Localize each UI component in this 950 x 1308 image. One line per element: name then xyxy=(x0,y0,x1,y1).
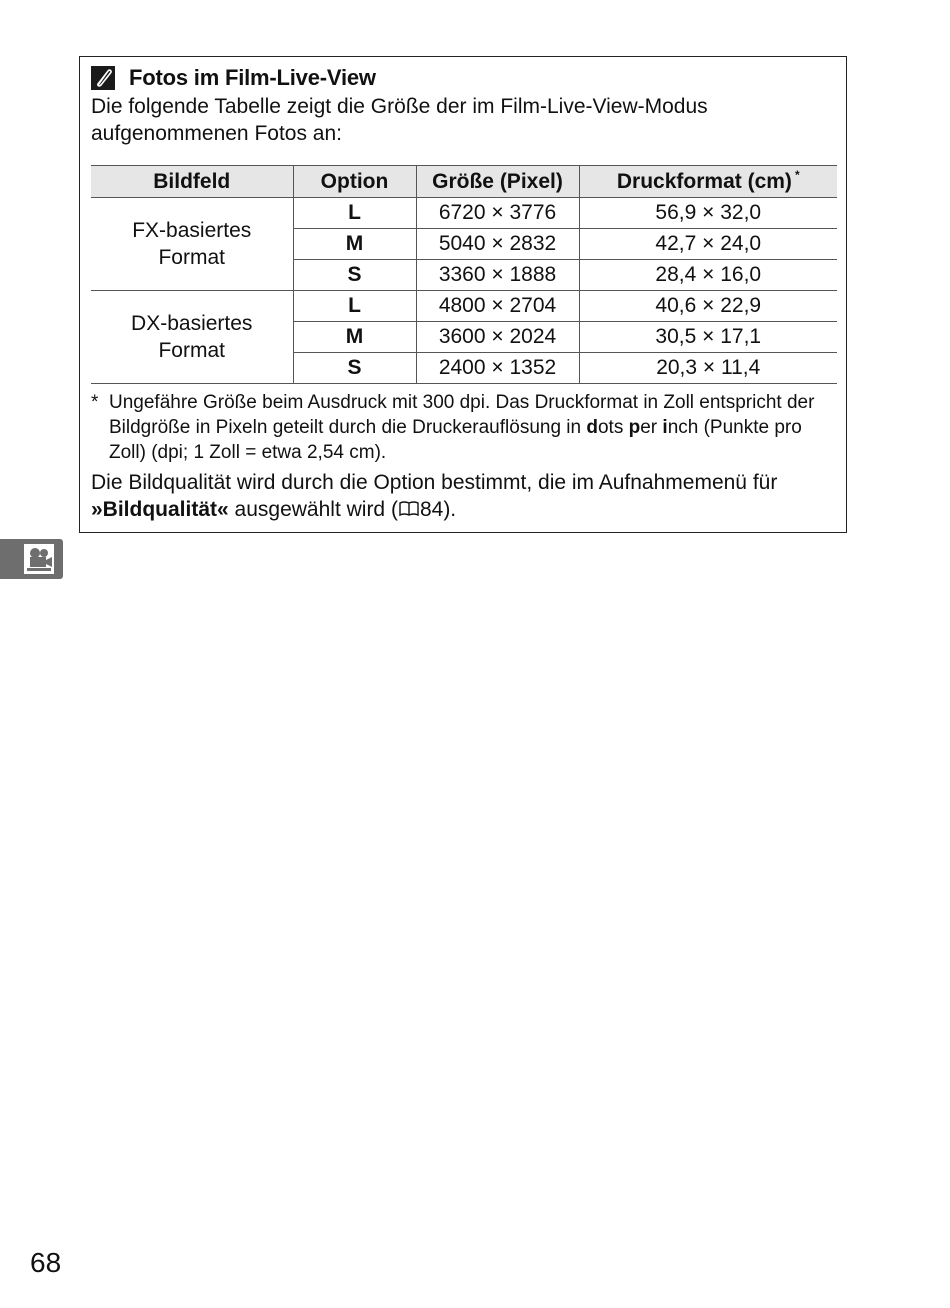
footnote-bold-letter: d xyxy=(586,417,598,438)
header-option: Option xyxy=(293,166,416,198)
option-cell: M xyxy=(293,322,416,353)
pencil-note-icon xyxy=(91,66,115,90)
footnote-star: * xyxy=(91,392,99,413)
size-cell: 3360 × 1888 xyxy=(416,260,579,291)
closing-text-part: ausgewählt wird ( xyxy=(228,498,398,521)
page-number: 68 xyxy=(30,1247,62,1278)
field-label: FX-basiertes Format xyxy=(132,219,252,269)
print-cell: 56,9 × 32,0 xyxy=(579,198,837,229)
print-cell: 42,7 × 24,0 xyxy=(579,229,837,260)
option-cell: L xyxy=(293,198,416,229)
footnote-text-part: Ungefähre Größe beim Ausdruck mit 300 dpi. Das Druckformat in Zoll entspricht der Bildgröße in Pixeln geteilt durch die Druckerauflösung in xyxy=(109,392,815,438)
header-bildfeld: Bildfeld xyxy=(91,166,293,198)
section-tab xyxy=(0,539,63,579)
closing-text xyxy=(91,469,841,523)
footnote-mark: * xyxy=(794,167,800,182)
size-cell: 5040 × 2832 xyxy=(416,229,579,260)
option-cell: M xyxy=(293,229,416,260)
print-cell: 30,5 × 17,1 xyxy=(579,322,837,353)
footnote-text xyxy=(109,390,831,465)
size-cell: 4800 × 2704 xyxy=(416,291,579,322)
table-row xyxy=(91,291,837,322)
header-size: Größe (Pixel) xyxy=(416,166,579,198)
table-footnote xyxy=(91,390,831,465)
note-title: Fotos im Film-Live-View xyxy=(129,65,376,90)
note-box xyxy=(79,56,847,533)
option-cell: L xyxy=(293,291,416,322)
field-cell xyxy=(91,198,293,291)
intro-text: Die folgende Tabelle zeigt die Größe der im Film-Live-View-Modus aufgenommenen Fotos an: xyxy=(91,95,708,145)
header-print-format-label: Druckformat (cm) xyxy=(616,169,792,193)
size-cell: 6720 × 3776 xyxy=(416,198,579,229)
print-cell: 20,3 × 11,4 xyxy=(579,353,837,384)
photo-size-table xyxy=(91,165,837,384)
print-cell: 28,4 × 16,0 xyxy=(579,260,837,291)
table-row xyxy=(91,198,837,229)
size-cell: 2400 × 1352 xyxy=(416,353,579,384)
footnote-text-part: er xyxy=(640,417,663,438)
closing-text-part: Die Bildqualität wird durch die Option bestimmt, die im Aufnahmemenü für xyxy=(91,471,778,494)
footnote-text-part: nch (Punkte pro Zoll) (dpi; 1 Zoll = etwa 2,54 cm). xyxy=(109,417,802,463)
page-reference[interactable]: 84 xyxy=(419,498,444,521)
field-label: DX-basiertes Format xyxy=(131,312,253,362)
movie-camera-icon xyxy=(24,544,54,574)
table-header-row xyxy=(91,166,837,198)
size-cell: 3600 × 2024 xyxy=(416,322,579,353)
header-print-format xyxy=(579,166,837,198)
book-icon xyxy=(399,497,419,513)
closing-text-part: ). xyxy=(443,498,457,521)
field-cell xyxy=(91,291,293,384)
menu-item-name: »Bildqualität« xyxy=(91,498,229,521)
footnote-text-part: ots xyxy=(597,417,629,438)
note-header xyxy=(91,64,376,92)
option-cell: S xyxy=(293,260,416,291)
option-cell: S xyxy=(293,353,416,384)
footnote-bold-letter: i xyxy=(662,417,668,438)
footnote-bold-letter: p xyxy=(628,417,641,438)
print-cell: 40,6 × 22,9 xyxy=(579,291,837,322)
